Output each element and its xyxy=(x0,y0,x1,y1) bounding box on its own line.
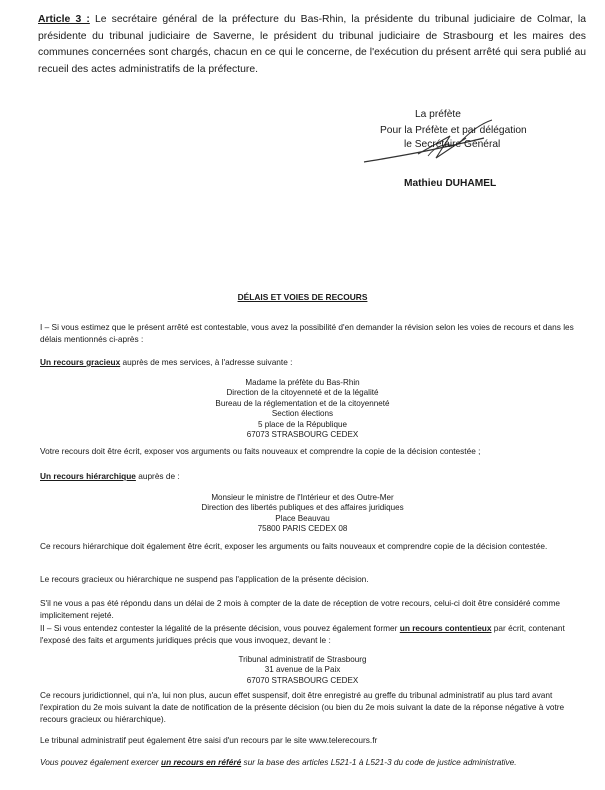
signature-delegation: Pour la Préfète et par délégation xyxy=(380,125,527,136)
paragraph-delai: S'il ne vous a pas été répondu dans un délai de 2 mois à compter de la date de réception de votre recours, celui-ci doit être considéré comme implicitement rejeté. xyxy=(40,598,560,620)
paragraph-hierarchique xyxy=(40,471,580,483)
address-prefecture xyxy=(0,378,605,440)
refere-text-b: sur la base des articles L521-1 à L521-3 du code de justice administrative. xyxy=(241,757,517,767)
address-line: 5 place de la République xyxy=(257,419,348,429)
paragraph-contentieux xyxy=(40,623,580,647)
contentieux-text-b: par écrit, contenant l'exposé des faits et arguments juridiques précis que vous invoquez, devant le : xyxy=(40,623,565,645)
refere-text-a: Vous pouvez également exercer xyxy=(40,757,161,767)
signature-role: le Secrétaire Général xyxy=(404,139,501,150)
paragraph-gracieux xyxy=(40,357,580,369)
paragraph-hierarchique-ecrit: Ce recours hiérarchique doit également être écrit, exposer les arguments ou faits nouveaux et comprendre copie de la décision contestée. xyxy=(40,541,548,551)
gracieux-text: auprès de mes services, à l'adresse suivante : xyxy=(120,357,293,367)
address-line: Bureau de la réglementation et de la citoyenneté xyxy=(215,398,390,408)
address-line: 31 avenue de la Paix xyxy=(264,665,341,675)
address-line: Place Beauvau xyxy=(275,513,330,523)
paragraph-non-suspensif: Le recours gracieux ou hiérarchique ne suspend pas l'application de la présente décision. xyxy=(40,574,369,584)
address-line: Direction des libertés publiques et des affaires juridiques xyxy=(201,503,404,513)
paragraph-refere xyxy=(40,757,580,769)
address-line: 75800 PARIS CEDEX 08 xyxy=(257,524,348,534)
paragraph-juridictionnel: Ce recours juridictionnel, qui n'a, lui non plus, aucun effet suspensif, doit être enregistré au greffe du tribunal administratif au plus tard avant l'expiration du 2e mois suivant la date de notification de la présente décision (ou bien du 2e mois suivant la date de la réponse négative à votre recours gracieux ou hiérarchique). xyxy=(40,690,565,724)
address-line: 67073 STRASBOURG CEDEX xyxy=(246,430,359,440)
article-3-text: Le secrétaire général de la préfecture du Bas-Rhin, la présidente du tribunal judiciaire de Colmar, la présidente du tribunal judiciaire de Saverne, le président du tribunal judiciaire de Strasbourg et les maires des communes concernées sont chargés, chacun en ce qui le concerne, de l'exécution du présent arrêté qui sera publié au recueil des actes administratifs de la préfecture. xyxy=(38,14,586,75)
address-line: Monsieur le ministre de l'Intérieur et des Outre-Mer xyxy=(211,493,394,502)
address-line: Tribunal administratif de Strasbourg xyxy=(238,655,367,664)
address-line: Direction de la citoyenneté et de la légalité xyxy=(226,388,379,398)
address-ministere xyxy=(0,493,605,535)
refere-label: un recours en référé xyxy=(161,757,242,767)
paragraph-telerecours: Le tribunal administratif peut également être saisi d'un recours par le site www.telerecours.fr xyxy=(40,735,378,745)
article-3-paragraph xyxy=(38,12,586,78)
address-line: 67070 STRASBOURG CEDEX xyxy=(246,675,359,685)
article-3-label: Article 3 : xyxy=(38,14,90,25)
address-tribunal xyxy=(0,655,605,686)
signature-title: La préfète xyxy=(415,109,461,120)
hierarchique-label: Un recours hiérarchique xyxy=(40,471,136,481)
paragraph-intro: I – Si vous estimez que le présent arrêté est contestable, vous avez la possibilité d'en demander la révision selon les voies de recours et dans les délais mentionnés ci-après : xyxy=(40,322,574,344)
signatory-name: Mathieu DUHAMEL xyxy=(404,178,497,189)
contentieux-label: un recours contentieux xyxy=(399,623,492,633)
section-title: DÉLAIS ET VOIES DE RECOURS xyxy=(237,292,368,302)
address-line: Madame la préfète du Bas-Rhin xyxy=(245,378,360,387)
address-line: Section élections xyxy=(271,409,334,419)
paragraph-ecrit: Votre recours doit être écrit, exposer vos arguments ou faits nouveaux et comprendre la copie de la décision contestée ; xyxy=(40,446,481,456)
gracieux-label: Un recours gracieux xyxy=(40,357,121,367)
hierarchique-text: auprès de : xyxy=(135,471,180,481)
contentieux-text-a: II – Si vous entendez contester la légalité de la présente décision, vous pouvez également former xyxy=(40,623,400,633)
